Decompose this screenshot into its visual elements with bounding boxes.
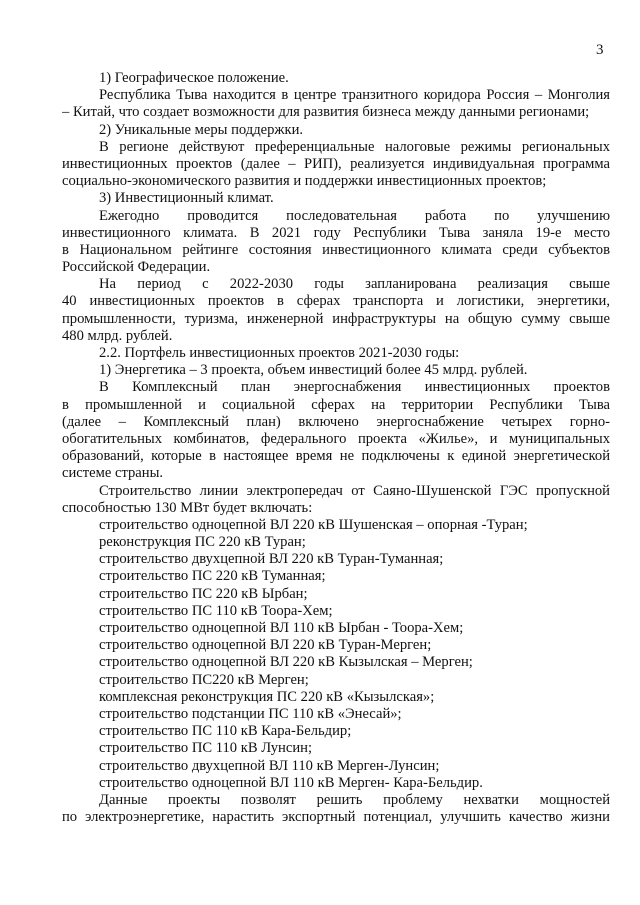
text-line: в Национальном рейтинге состояния инвестиционного климата среди субъектов bbox=[62, 241, 610, 258]
text-line: В регионе действуют преференциальные налоговые режимы региональных bbox=[99, 138, 610, 155]
text-line: инвестиционного климата. В 2021 году Республики Тыва заняла 19-е место bbox=[62, 224, 610, 241]
text-line: 40 инвестиционных проектов в сферах транспорта и логистики, энергетики, bbox=[62, 293, 610, 310]
text-line: строительство двухцепной ВЛ 220 кВ Туран-Туманная; bbox=[99, 551, 444, 568]
text-line: строительство одноцепной ВЛ 220 кВ Шушенская – опорная -Туран; bbox=[99, 516, 528, 533]
text-line: Ежегодно проводится последовательная работа по улучшению bbox=[99, 207, 610, 224]
text-line: комплексная реконструкция ПС 220 кВ «Кызылская»; bbox=[99, 688, 435, 705]
text-line: способностью 130 МВт будет включать: bbox=[62, 499, 313, 516]
text-line: в промышленной и социальной сферах на территории Республики Тыва bbox=[62, 396, 610, 413]
text-line: промышленности, туризма, инженерной инфраструктуры на общую сумму свыше bbox=[62, 310, 610, 327]
text-line: (далее – Комплексный план) включено энергоснабжение четырех горно- bbox=[62, 413, 610, 430]
text-line: На период с 2022-2030 годы запланирована реализация свыше bbox=[99, 276, 610, 293]
text-line: строительство ПС 110 кВ Тоора-Хем; bbox=[99, 602, 333, 619]
text-line: строительство ПС 110 кВ Кара-Бельдир; bbox=[99, 723, 352, 740]
text-line: строительство одноцепной ВЛ 220 кВ Кызылская – Мерген; bbox=[99, 654, 473, 671]
text-line: реконструкция ПС 220 кВ Туран; bbox=[99, 534, 306, 551]
text-line: строительство одноцепной ВЛ 110 кВ Ырбан - Тоора-Хем; bbox=[99, 620, 464, 636]
text-line: 2.2. Портфель инвестиционных проектов 2021-2030 годы: bbox=[99, 345, 460, 361]
text-line: строительство одноцепной ВЛ 110 кВ Мерген- Кара-Бельдир. bbox=[99, 774, 483, 791]
text-line: 1) Энергетика – 3 проекта, объем инвестиций более 45 млрд. рублей. bbox=[99, 362, 528, 379]
text-line: обогатительных комбинатов, федерального проекта «Жилье», и муниципальных bbox=[62, 430, 610, 447]
text-line: Данные проекты позволят решить проблему нехватки мощностей bbox=[99, 791, 610, 808]
text-line: 3) Инвестиционный климат. bbox=[99, 190, 274, 207]
text-line: строительство ПС 220 кВ Ырбан; bbox=[99, 585, 308, 602]
text-line: строительство подстанции ПС 110 кВ «Энесай»; bbox=[99, 705, 402, 722]
text-line: Строительство линии электропередач от Саяно-Шушенской ГЭС пропускной bbox=[99, 482, 610, 499]
text-line: системе страны. bbox=[62, 465, 164, 482]
text-line: 2) Уникальные меры поддержки. bbox=[99, 121, 304, 138]
text-line: 1) Географическое положение. bbox=[99, 70, 289, 86]
text-line: образований, которые в настоящее время не подключены к единой энергетической bbox=[62, 448, 610, 465]
text-line: строительство одноцепной ВЛ 220 кВ Туран-Мерген; bbox=[99, 637, 432, 654]
page-number: 3 bbox=[596, 42, 604, 58]
text-line: Республика Тыва находится в центре транзитного коридора Россия – Монголия bbox=[99, 87, 610, 104]
text-line: – Китай, что создает возможности для развития бизнеса между данными регионами; bbox=[62, 104, 590, 121]
text-line: строительство ПС220 кВ Мерген; bbox=[99, 671, 309, 688]
text-line: социально-экономического развития и поддержки инвестиционных проектов; bbox=[62, 173, 547, 190]
text-line: В Комплексный план энергоснабжения инвестиционных проектов bbox=[99, 379, 610, 396]
text-line: Российской Федерации. bbox=[62, 259, 211, 276]
document-body bbox=[62, 70, 610, 826]
text-line: строительство ПС 220 кВ Туманная; bbox=[99, 568, 326, 585]
text-line: строительство ПС 110 кВ Лунсин; bbox=[99, 740, 313, 757]
text-line: строительство двухцепной ВЛ 110 кВ Мерген-Лунсин; bbox=[99, 757, 440, 774]
text-line: по электроэнергетике, нарастить экспортный потенциал, улучшить качество жизни bbox=[62, 809, 610, 826]
text-line: инвестиционных проектов (далее – РИП), реализуется индивидуальная программа bbox=[62, 155, 610, 172]
text-line: 480 млрд. рублей. bbox=[62, 327, 173, 344]
